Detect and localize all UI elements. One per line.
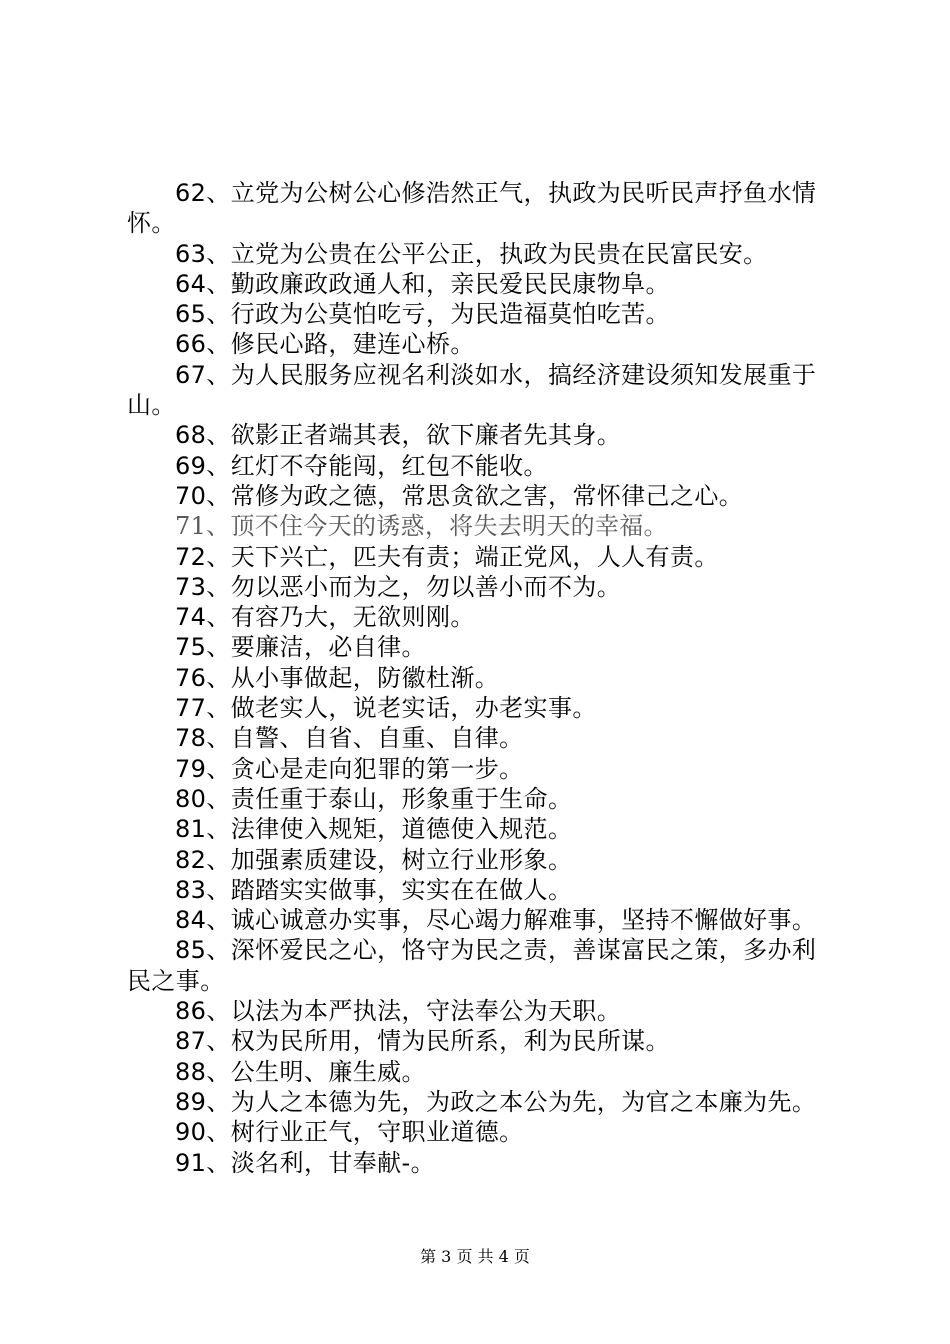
slogan-paragraph-66: 66、修民心路，建连心桥。 — [175, 330, 475, 359]
document-body — [127, 178, 839, 1178]
slogan-paragraph-69: 69、红灯不夺能闯，红包不能收。 — [175, 451, 548, 480]
slogan-paragraph-84: 84、诚心诚意办实事，尽心竭力解难事，坚持不懈做好事。 — [175, 906, 817, 935]
slogan-paragraph-80: 80、责任重于泰山，形象重于生命。 — [175, 784, 573, 813]
slogan-paragraph-67: 67、为人民服务应视名利淡如水，搞经济建设须知发展重于山。 — [127, 360, 817, 420]
slogan-paragraph-71: 71、顶不住今天的诱惑，将失去明天的幸福。 — [175, 512, 668, 541]
page-number-footer: 第 3 页 共 4 页 — [420, 1247, 530, 1266]
slogan-paragraph-89: 89、为人之本德为先，为政之本公为先，为官之本廉为先。 — [175, 1087, 817, 1116]
slogan-paragraph-82: 82、加强素质建设，树立行业形象。 — [175, 845, 573, 874]
slogan-paragraph-63: 63、立党为公贵在公平公正，执政为民贵在民富民安。 — [175, 239, 768, 268]
slogan-paragraph-78: 78、自警、自省、自重、自律。 — [175, 724, 524, 753]
slogan-paragraph-90: 90、树行业正气，守职业道德。 — [175, 1118, 524, 1147]
slogan-paragraph-88: 88、公生明、廉生威。 — [175, 1057, 426, 1086]
slogan-paragraph-79: 79、贪心是走向犯罪的第一步。 — [175, 754, 524, 783]
slogan-paragraph-72: 72、天下兴亡，匹夫有责；端正党风，人人有责。 — [175, 542, 719, 571]
slogan-paragraph-85: 85、深怀爱民之心，恪守为民之责，善谋富民之策，多办利民之事。 — [127, 936, 817, 995]
slogan-paragraph-91: 91、淡名利，甘奉献-。 — [175, 1148, 435, 1177]
slogan-paragraph-62: 62、立党为公树公心修浩然正气，执政为民听民声抒鱼水情怀。 — [127, 179, 817, 238]
slogan-paragraph-64: 64、勤政廉政政通人和，亲民爱民民康物阜。 — [175, 269, 670, 298]
slogan-paragraph-87: 87、权为民所用，情为民所系，利为民所谋。 — [175, 1027, 670, 1056]
slogan-paragraph-70: 70、常修为政之德，常思贪欲之害，常怀律己之心。 — [175, 481, 744, 510]
slogan-paragraph-75: 75、要廉洁，必自律。 — [175, 633, 426, 662]
slogan-paragraph-86: 86、以法为本严执法，守法奉公为天职。 — [175, 997, 622, 1026]
slogan-paragraph-68: 68、欲影正者端其表，欲下廉者先其身。 — [175, 421, 622, 450]
slogan-paragraph-76: 76、从小事做起，防徽杜渐。 — [175, 663, 500, 692]
slogan-paragraph-74: 74、有容乃大，无欲则刚。 — [175, 603, 475, 632]
slogan-paragraph-77: 77、做老实人，说老实话，办老实事。 — [175, 694, 597, 723]
slogan-paragraph-83: 83、踏踏实实做事，实实在在做人。 — [175, 875, 573, 904]
slogan-paragraph-73: 73、勿以恶小而为之，勿以善小而不为。 — [175, 572, 622, 601]
slogan-paragraph-65: 65、行政为公莫怕吃亏，为民造福莫怕吃苦。 — [175, 300, 670, 329]
slogan-paragraph-81: 81、法律使入规矩，道德使入规范。 — [175, 815, 573, 844]
